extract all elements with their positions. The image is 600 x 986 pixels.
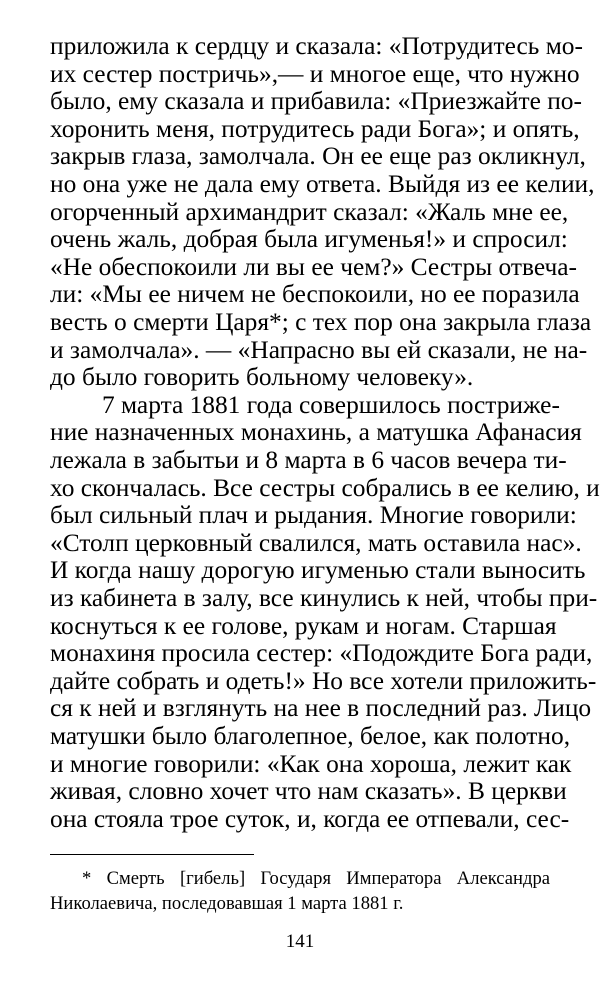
text-line: но она уже не дала ему ответа. Выйдя из ее келии, xyxy=(50,170,595,198)
text-line: дайте собрать и одеть!» Но все хотели приложить- xyxy=(50,666,597,695)
text-line: коснуться к ее голове, рукам и ногам. Старшая xyxy=(50,611,557,640)
footnote-separator xyxy=(50,854,254,855)
footnote-line: * Смерть [гибель] Государя Императора Александра xyxy=(82,868,550,889)
text-line: живая, словно хочет что нам сказать». В церкви xyxy=(50,777,567,806)
text-line: монахиня просила сестер: «Подождите Бога ради, xyxy=(50,639,593,668)
text-line: и замолчала». — «Напрасно вы ей сказали, не на- xyxy=(50,335,588,364)
text-line: очень жаль, добрая была игуменья!» и спросил: xyxy=(50,225,568,254)
text-line: огорченный архимандрит сказал: «Жаль мне ее, xyxy=(50,197,569,226)
text-line: «Столп церковный свалился, мать оставила нас». xyxy=(50,528,582,557)
text-line: приложила к сердцу и сказала: «Потрудитесь мо- xyxy=(50,32,583,60)
text-line: ли: «Мы ее ничем не беспокоили, но ее поразила xyxy=(50,280,580,309)
text-line: она стояла трое суток, и, когда ее отпевали, сес- xyxy=(50,804,570,833)
text-line: до было говорить больному человеку». xyxy=(50,363,474,392)
text-line: было, ему сказала и прибавила: «Приезжайте по- xyxy=(50,87,582,116)
text-line: из кабинета в залу, все кинулись к ней, чтобы при- xyxy=(50,584,598,612)
text-line: ние назначенных монахинь, а матушка Афанасия xyxy=(50,418,582,447)
text-line: и многие говорили: «Как она хороша, лежит как xyxy=(50,749,572,778)
text-line: их сестер постричь»,— и многое еще, что нужно xyxy=(50,59,580,88)
text-line: ся к ней и взглянуть на нее в последний раз. Лицо xyxy=(50,694,592,723)
text-line: был сильный плач и рыдания. Многие говорили: xyxy=(50,501,577,530)
text-line: И когда нашу дорогую игуменью стали выносить xyxy=(50,556,586,585)
text-line: хоронить меня, потрудитесь ради Бога»; и опять, xyxy=(50,114,580,143)
text-line: весть о смерти Царя*; с тех пор она закрыла глаза xyxy=(50,308,592,336)
text-line: лежала в забытьи и 8 марта в 6 часов вечера ти- xyxy=(50,446,567,474)
footnote-line: Николаевича, последовавшая 1 марта 1881 г. xyxy=(50,893,404,914)
text-line: «Не обеспокоили ли вы ее чем?» Сестры отвеча- xyxy=(50,252,577,281)
text-line: хо скончалась. Все сестры собрались в ее келию, и xyxy=(50,473,600,502)
page-number: 141 xyxy=(285,931,315,952)
text-line: матушки было благолепное, белое, как полотно, xyxy=(50,722,571,750)
text-line: закрыв глаза, замолчала. Он ее еще раз окликнул, xyxy=(50,142,586,171)
text-line-paragraph-start: 7 марта 1881 года совершилось постриже- xyxy=(102,390,560,419)
